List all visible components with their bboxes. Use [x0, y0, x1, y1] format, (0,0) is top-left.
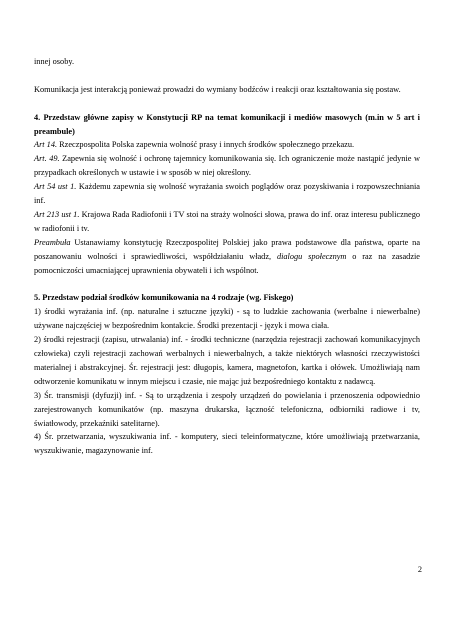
- preamble: [34, 236, 420, 278]
- preamble-text-end: o raz na zasadzie pomocniczości umacniającej uprawnienia obywateli i ich wspólnot.: [34, 251, 420, 275]
- article-text: Zapewnia się wolność i ochronę tajemnicy komunikowania się. Ich ograniczenie może nastąpić jedynie w przypadkach określonych w ustawie i w sposób w niej określony.: [34, 154, 420, 178]
- article-49: [34, 152, 420, 180]
- article-14: [34, 138, 420, 152]
- page-number: 2: [417, 565, 422, 574]
- preamble-text: Ustanawiamy konstytucję Rzeczpospolitej Polskiej jako prawa podstawowe dla państwa, oparte na poszanowaniu wolności i sprawiedliwości, współdziałaniu władz,: [34, 237, 420, 261]
- list-item-4: 4) Śr. przetwarzania, wyszukiwania inf. - komputery, sieci teleinformatyczne, które umożliwiają przetwarzania, wyszukiwanie, magazynowanie inf.: [34, 432, 420, 456]
- article-text: Rzeczpospolita Polska zapewnia wolność prasy i innych środków społecznego przekazu.: [57, 140, 355, 150]
- article-54: [34, 180, 420, 208]
- list-item-1: 1) środki wyrażania inf. (np. naturalne i sztuczne języki) - są to ludzkie zachowania (werbalne i niewerbalne) używane najczęściej w bezpośrednim kontakcie. Środki prezentacji - język i mowa ciała.: [34, 307, 420, 331]
- page-content: [34, 55, 420, 458]
- article-text: Każdemu zapewnia się wolność wyrażania swoich poglądów oraz pozyskiwania i rozpowszechniania inf.: [34, 182, 420, 206]
- section-5-heading: 5. Przedstaw podział środków komunikowania na 4 rodzaje (wg. Fiskego): [34, 293, 294, 303]
- article-213: [34, 208, 420, 236]
- spacer: [34, 97, 420, 111]
- list-item-3: 3) Śr. transmisji (dyfuzji) inf. - Są to urządzenia i zespoły urządzeń do powielania i przenoszenia odpowiednio zarejestrowanych komunikatów (np. maszyna drukarska, łączność telefoniczna, odbiorniki radiowe i tv, światłowody, przekaźniki satelitarne).: [34, 390, 420, 428]
- article-label: Art 213 ust 1.: [34, 209, 80, 219]
- spacer: [34, 277, 420, 291]
- section-4-heading: 4. Przedstaw główne zapisy w Konstytucji RP na temat komunikacji i mediów masowych (m.in w 5 art i preambule): [34, 112, 420, 136]
- preamble-emphasis: dialogu społecznym: [276, 251, 347, 261]
- article-label: Art. 49.: [34, 154, 60, 164]
- spacer: [34, 69, 420, 83]
- paragraph-intro: innej osoby.: [34, 57, 75, 66]
- paragraph-komunikacja: Komunikacja jest interakcją ponieważ prowadzi do wymiany bodźców i reakcji oraz kształtowania się postaw.: [34, 84, 401, 94]
- list-item-2: 2) środki rejestracji (zapisu, utrwalania) inf. - środki techniczne (narzędzia rejestracji zachowań komunikacyjnych człowieka) czyli rejestracji zachowań werbalnych i niewerbalnych, a także niektórych własności rzeczywistości materialnej i abstrakcyjnej. Śr. rejestracji jest: długopis, kamera, magnetofon, kartka i ołówek. Umożliwiają nam odtworzenie komunikatu w innym miejscu i czasie, nie mając już bezpośredniego kontaktu z nadawcą.: [34, 335, 420, 386]
- article-label: Art 14.: [34, 140, 58, 150]
- article-label: Art 54 ust 1.: [34, 182, 77, 192]
- preamble-label: Preambuła: [34, 237, 71, 247]
- article-text: Krajowa Rada Radiofonii i TV stoi na straży wolności słowa, prawa do inf. oraz interesu publicznego w radiofonii i tv.: [34, 209, 420, 233]
